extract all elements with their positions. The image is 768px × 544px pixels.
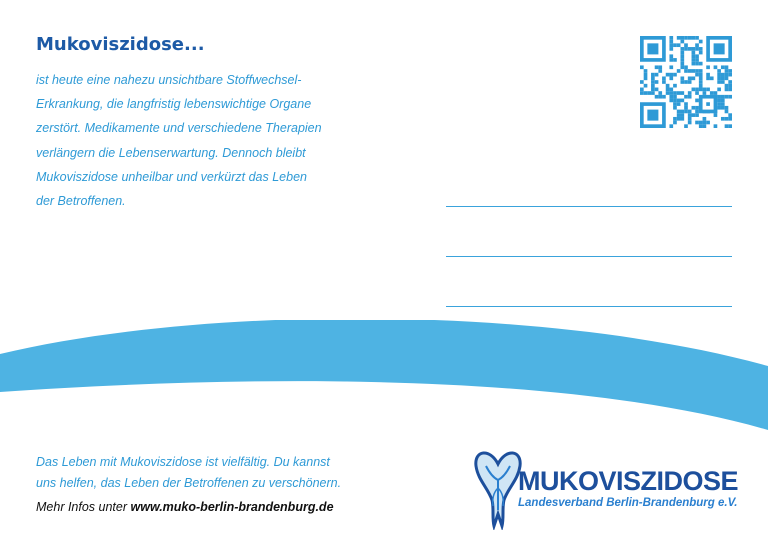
intro-line: Mukoviszidose unheilbar und verkürzt das Leben — [36, 169, 307, 184]
intro-line: verlängern die Lebenserwartung. Dennoch bleibt — [36, 145, 306, 160]
address-line[interactable] — [446, 206, 732, 207]
logo-name: MUKOVISZIDOSE — [518, 466, 739, 496]
intro-line: zerstört. Medikamente und verschiedene Therapien — [36, 121, 322, 136]
qr-code-icon[interactable] — [640, 36, 732, 128]
address-line[interactable] — [446, 256, 732, 257]
organization-logo — [472, 444, 740, 530]
decorative-wave — [0, 320, 768, 460]
support-line: Das Leben mit Mukoviszidose ist vielfältig. Du kannst — [36, 455, 330, 469]
more-info-prefix: Mehr Infos unter — [36, 500, 131, 514]
intro-line: ist heute eine nahezu unsichtbare Stoffwechsel- — [36, 73, 302, 87]
intro-line: Erkrankung, die langfristig lebenswichtige Organe — [36, 97, 312, 112]
logo-subtitle: Landesverband Berlin-Brandenburg e.V. — [518, 497, 738, 509]
intro-paragraph — [36, 68, 396, 213]
more-info — [36, 500, 334, 514]
address-line[interactable] — [446, 306, 732, 307]
support-text — [36, 452, 436, 493]
page-title: Mukoviszidose... — [36, 34, 205, 55]
intro-line: der Betroffenen. — [36, 194, 126, 209]
support-line: uns helfen, das Leben der Betroffenen zu verschönern. — [36, 475, 342, 490]
heart-lung-logo-icon — [472, 444, 524, 530]
website-link[interactable]: www.muko-berlin-brandenburg.de — [130, 500, 334, 514]
